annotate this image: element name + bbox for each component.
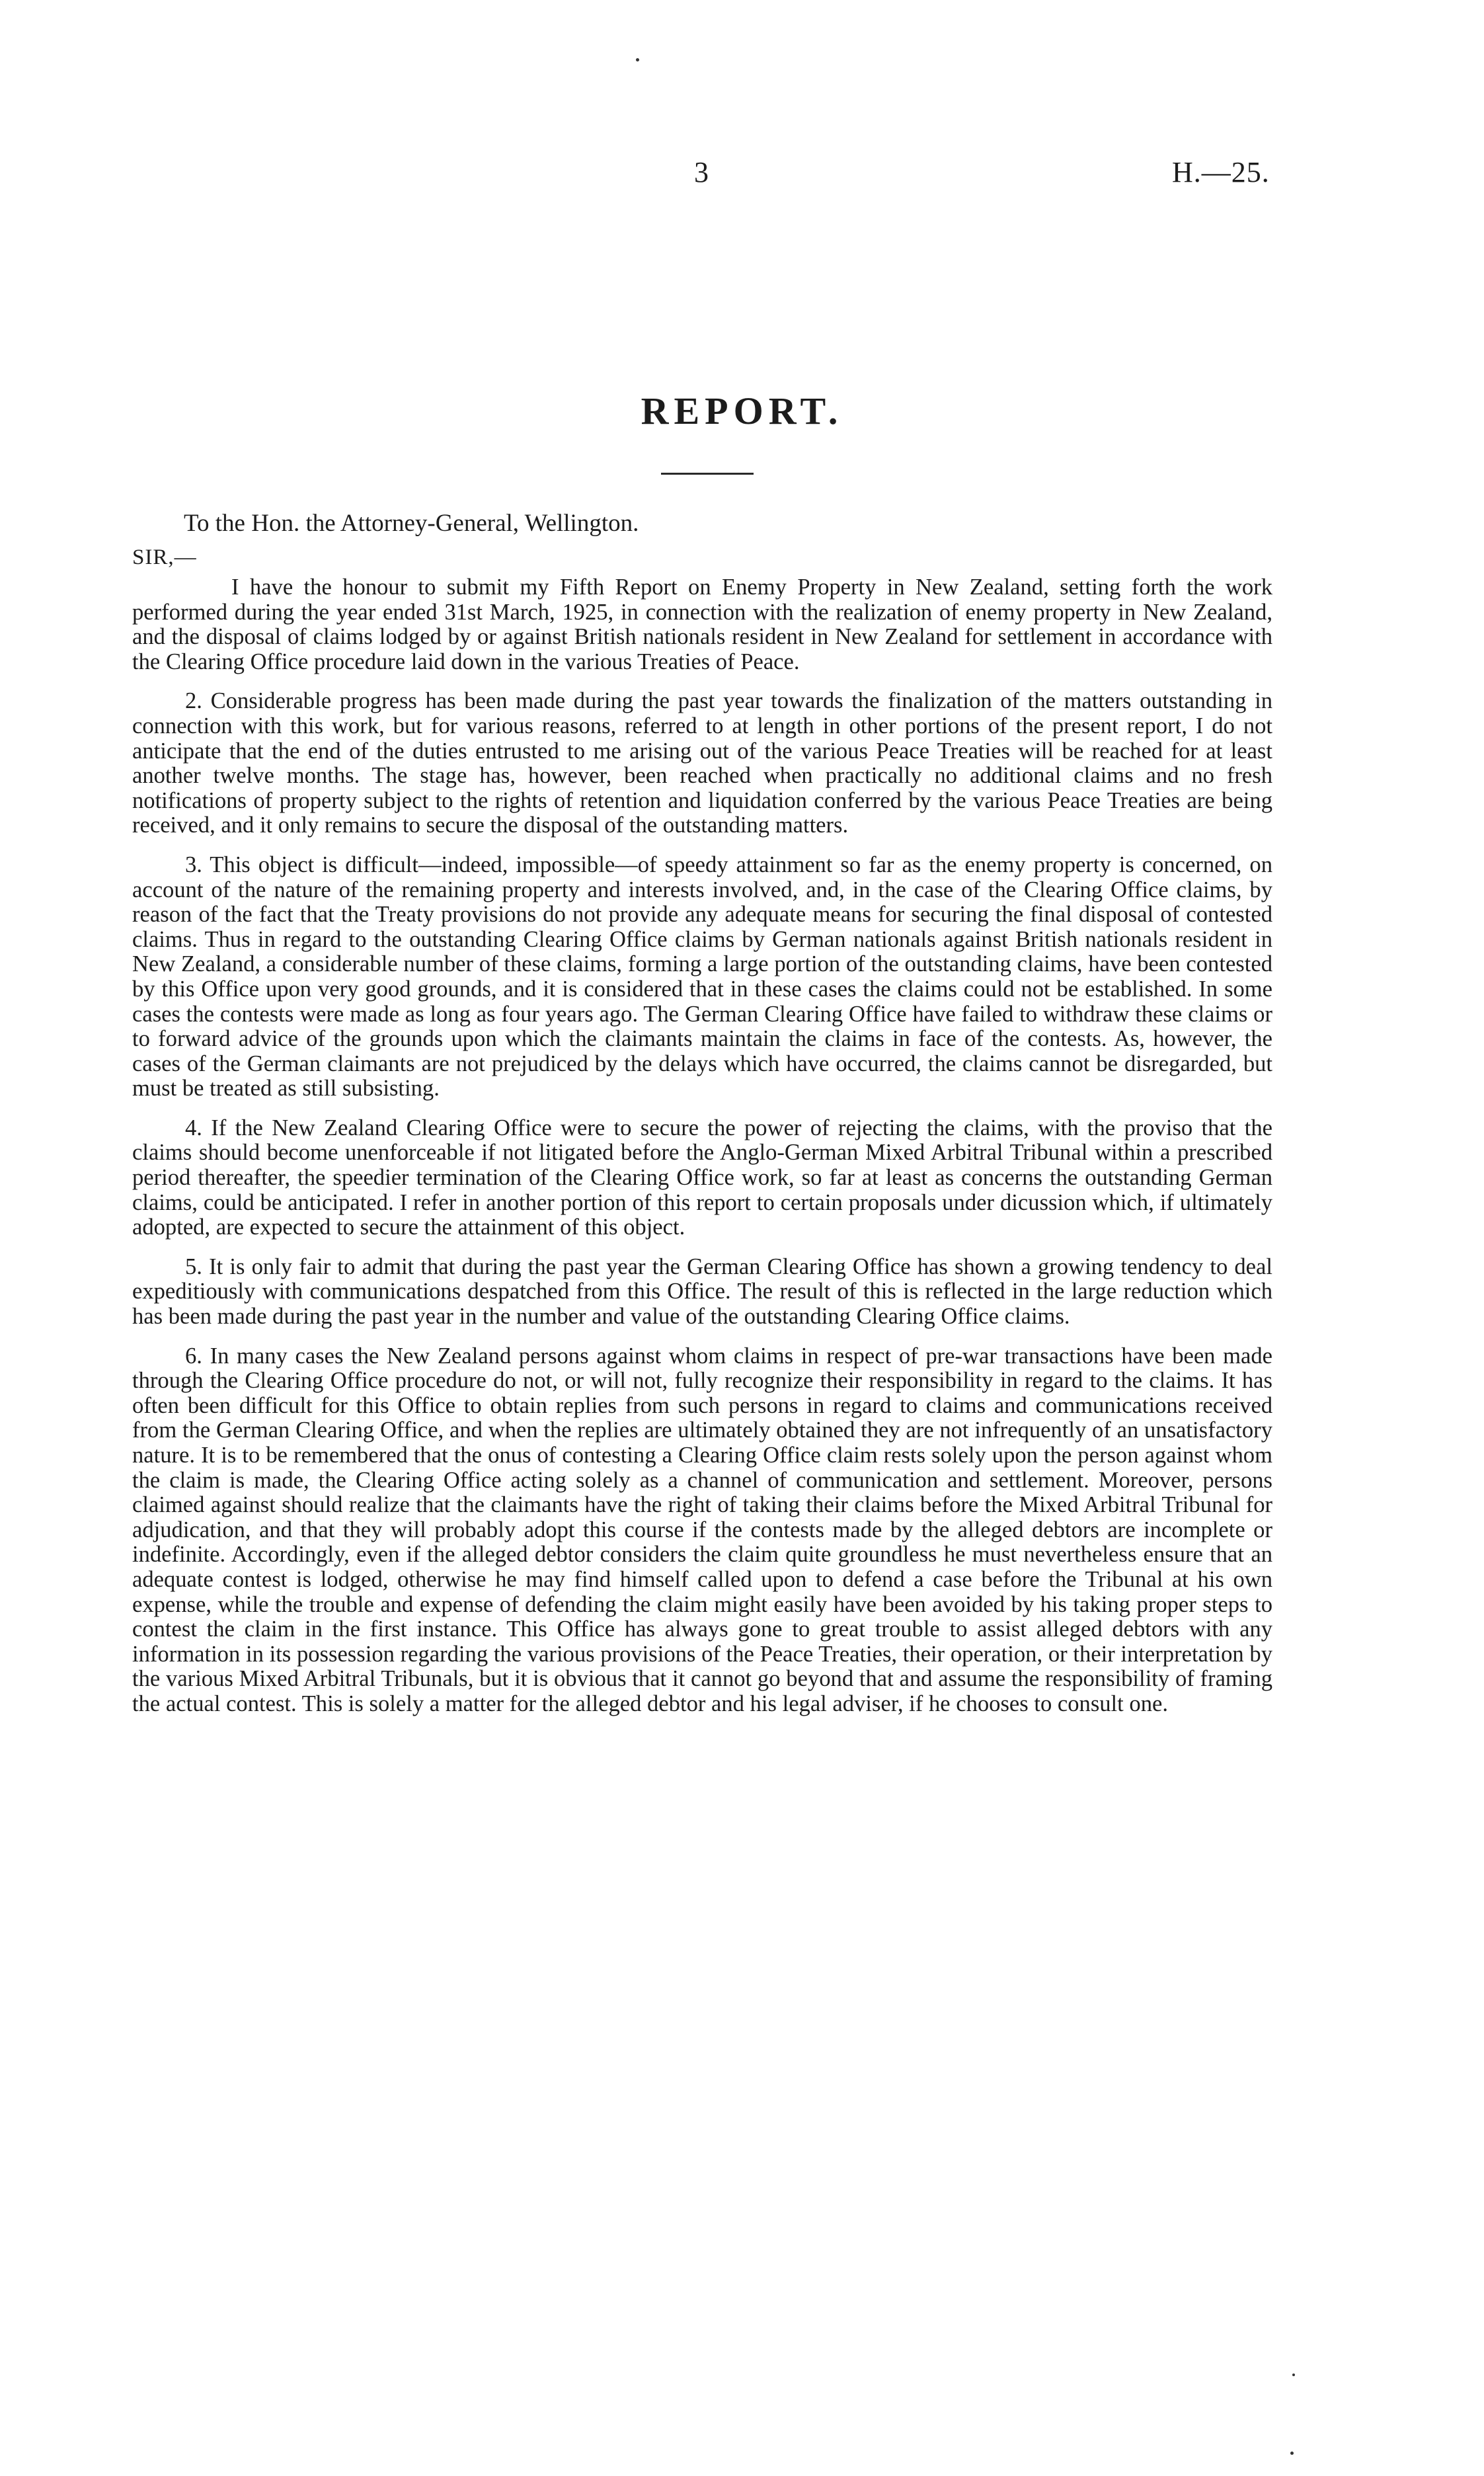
addressee-line: To the Hon. the Attorney-General, Wellington. <box>184 510 639 537</box>
paragraph-1: I have the honour to submit my Fifth Report on Enemy Property in New Zealand, setting forth the work performed during the year ended 31st March, 1925, in connection with the realization of enemy property in New Zealand, and the disposal of claims lodged by or against British nationals resident in New Zealand for settlement in accordance with the Clearing Office procedure laid down in the various Treaties of Peace. <box>132 575 1272 674</box>
title-divider <box>661 473 754 475</box>
scan-speck <box>1292 2374 1295 2376</box>
report-body <box>132 575 1272 1732</box>
page-header <box>0 155 1484 195</box>
salutation: SIR,— <box>132 545 197 569</box>
paragraph-6: 6. In many cases the New Zealand persons against whom claims in respect of pre-war transactions have been made through the Clearing Office procedure do not, or will not, fully recognize their responsibility in regard to the claims. It has often been difficult for this Office to obtain replies from such persons in regard to claims and communications received from the German Clearing Office, and when the replies are ultimately obtained they are not infrequently of an unsatisfactory nature. It is to be remembered that the onus of contesting a Clearing Office claim rests solely upon the person against whom the claim is made, the Clearing Office acting solely as a channel of communication and settlement. Moreover, persons claimed against should realize that the claimants have the right of taking their claims before the Mixed Arbitral Tribunal for adjudication, and that they will probably adopt this course if the contests made by the alleged debtors are incomplete or indefinite. Accordingly, even if the alleged debtor considers the claim quite groundless he must nevertheless ensure that an adequate contest is lodged, otherwise he may find himself called upon to defend a case before the Tribunal at his own expense, while the trouble and expense of defending the claim might easily have been avoided by his taking proper steps to contest the claim in the first instance. This Office has always gone to great trouble to assist alleged debtors with any information in its possession regarding the various provisions of the Peace Treaties, their operation, or their interpretation by the various Mixed Arbitral Tribunals, but it is obvious that it cannot go beyond that and assume the responsibility of framing the actual contest. This is solely a matter for the alleged debtor and his legal adviser, if he chooses to consult one. <box>132 1343 1272 1716</box>
document-reference: H.—25. <box>1172 156 1270 188</box>
scan-speck <box>1290 2452 1294 2455</box>
paragraph-4: 4. If the New Zealand Clearing Office were to secure the power of rejecting the claims, with the proviso that the claims should become unenforceable if not litigated before the Anglo-German Mixed Arbitral Tribunal within a prescribed period thereafter, the speedier termination of the Clearing Office work, so far at least as concerns the outstanding German claims, could be anticipated. I refer in another portion of this report to certain proposals under dicussion which, if ultimately adopted, are expected to secure the attainment of this object. <box>132 1115 1272 1240</box>
paragraph-5: 5. It is only fair to admit that during the past year the German Clearing Office has shown a growing tendency to deal expeditiously with communications despatched from this Office. The result of this is reflected in the large reduction which has been made during the past year in the number and value of the outstanding Clearing Office claims. <box>132 1254 1272 1330</box>
scan-speck <box>636 58 639 61</box>
paragraph-3: 3. This object is difficult—indeed, impossible—of speedy attainment so far as the enemy property is concerned, on account of the nature of the remaining property and interests involved, and, in the case of the Clearing Office claims, by reason of the fact that the Treaty provisions do not provide any adequate means for securing the final disposal of contested claims. Thus in regard to the outstanding Clearing Office claims by German nationals against British nationals resident in New Zealand, a considerable number of these claims, forming a large portion of the outstanding claims, have been contested by this Office upon very good grounds, and it is considered that in these cases the claims could not be established. In some cases the contests were made as long as four years ago. The German Clearing Office have failed to withdraw these claims or to forward advice of the grounds upon which the claimants maintain the claims in face of the contests. As, however, the cases of the German claimants are not prejudiced by the delays which have occurred, the claims cannot be disregarded, but must be treated as still subsisting. <box>132 852 1272 1101</box>
page-number: 3 <box>694 156 709 188</box>
paragraph-2: 2. Considerable progress has been made during the past year towards the finalization of the matters outstanding in connection with this work, but for various reasons, referred to at length in other portions of the present report, I do not anticipate that the end of the duties entrusted to me arising out of the various Peace Treaties will be reached for at least another twelve months. The stage has, however, been reached when practically no additional claims and no fresh notifications of property subject to the rights of retention and liquidation conferred by the various Peace Treaties are being received, and it only remains to secure the disposal of the outstanding matters. <box>132 688 1272 838</box>
report-title: REPORT. <box>641 389 843 432</box>
